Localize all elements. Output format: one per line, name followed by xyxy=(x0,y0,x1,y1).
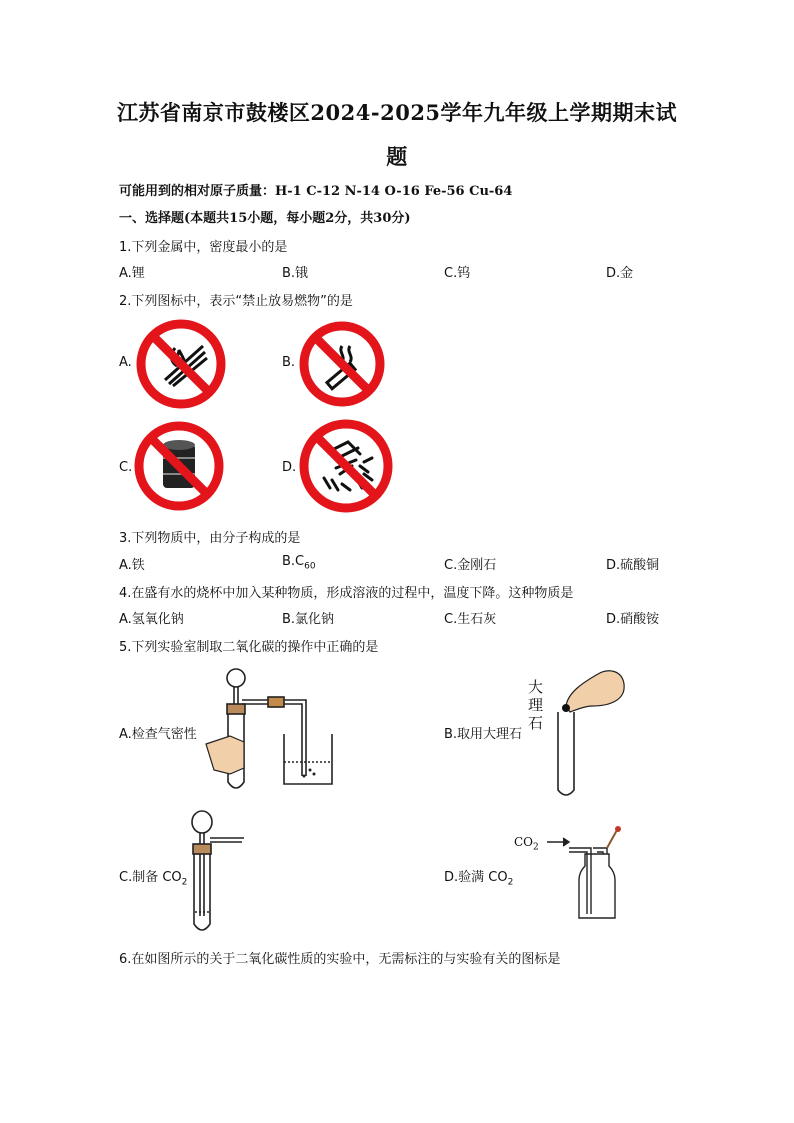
q5-option-d-text: D.验满 CO xyxy=(444,870,508,885)
q3-option-c[interactable]: C.金刚石 xyxy=(444,558,497,573)
no-flammable-items-icon xyxy=(298,418,394,514)
q3-option-b-subscript: 60 xyxy=(304,561,316,572)
section-heading: 一、选择题(本题共15小题，每小题2分，共30分) xyxy=(119,211,411,226)
co2-inlet-label xyxy=(514,835,539,852)
marble-label-char-1: 大 xyxy=(528,678,544,696)
q5-option-c-text: C.制备 CO xyxy=(119,870,182,885)
taking-marble-figure xyxy=(548,662,628,798)
q2-option-d[interactable]: D. xyxy=(282,460,297,475)
q3-option-b-text: B.C xyxy=(282,554,305,569)
q4-option-a[interactable]: A.氢氧化钠 xyxy=(119,612,184,627)
question-6-stem: 6.在如图所示的关于二氧化碳性质的实验中，无需标注的与实验有关的图标是 xyxy=(119,952,561,967)
q1-option-b[interactable]: B.锇 xyxy=(282,266,309,281)
q5-option-d[interactable] xyxy=(444,866,513,888)
q1-option-a[interactable]: A.锂 xyxy=(119,266,145,281)
q3-option-d[interactable]: D.硫酸铜 xyxy=(606,558,660,573)
q5-option-a[interactable]: A.检查气密性 xyxy=(119,727,197,742)
airtightness-check-figure xyxy=(200,664,340,794)
q1-option-d[interactable]: D.金 xyxy=(606,266,634,281)
q4-option-d[interactable]: D.硝酸铵 xyxy=(606,612,660,627)
atomic-masses: 可能用到的相对原子质量：H-1 C-12 N-14 O-16 Fe-56 Cu-64 xyxy=(119,184,513,199)
q2-option-a[interactable]: A. xyxy=(119,355,132,370)
q5-option-d-subscript: 2 xyxy=(507,877,514,888)
question-5-stem: 5.下列实验室制取二氧化碳的操作中正确的是 xyxy=(119,640,379,655)
question-3-stem: 3.下列物质中，由分子构成的是 xyxy=(119,531,301,546)
no-smoking-icon xyxy=(298,320,386,408)
co2-inlet-label-text: CO xyxy=(514,835,534,849)
no-fuel-barrel-icon xyxy=(133,420,225,512)
q5-option-c-subscript: 2 xyxy=(181,877,188,888)
q5-option-b[interactable]: B.取用大理石 xyxy=(444,727,523,742)
q4-option-b[interactable]: B.氯化钠 xyxy=(282,612,335,627)
marble-label xyxy=(528,678,543,732)
question-1-stem: 1.下列金属中，密度最小的是 xyxy=(119,240,288,255)
page-title-line-1: 江苏省南京市鼓楼区2024-2025学年九年级上学期期末试 xyxy=(116,100,678,125)
marble-label-char-3: 石 xyxy=(528,714,544,732)
co2-inlet-label-subscript: 2 xyxy=(533,842,539,853)
q3-option-a[interactable]: A.铁 xyxy=(119,558,145,573)
q3-option-b[interactable] xyxy=(282,554,316,572)
question-2-stem: 2.下列图标中，表示“禁止放易燃物”的是 xyxy=(119,294,353,309)
verify-co2-figure xyxy=(545,824,633,924)
page-title-line-2: 题 xyxy=(386,144,408,169)
q2-option-c[interactable]: C. xyxy=(119,460,133,475)
q4-option-c[interactable]: C.生石灰 xyxy=(444,612,497,627)
no-burning-matches-icon xyxy=(135,318,227,410)
q5-option-c[interactable] xyxy=(119,866,187,888)
q1-option-c[interactable]: C.钨 xyxy=(444,266,471,281)
q2-option-b[interactable]: B. xyxy=(282,355,296,370)
question-4-stem: 4.在盛有水的烧杯中加入某种物质，形成溶液的过程中，温度下降。这种物质是 xyxy=(119,586,574,601)
marble-label-char-2: 理 xyxy=(528,696,544,714)
prepare-co2-figure xyxy=(180,808,250,936)
